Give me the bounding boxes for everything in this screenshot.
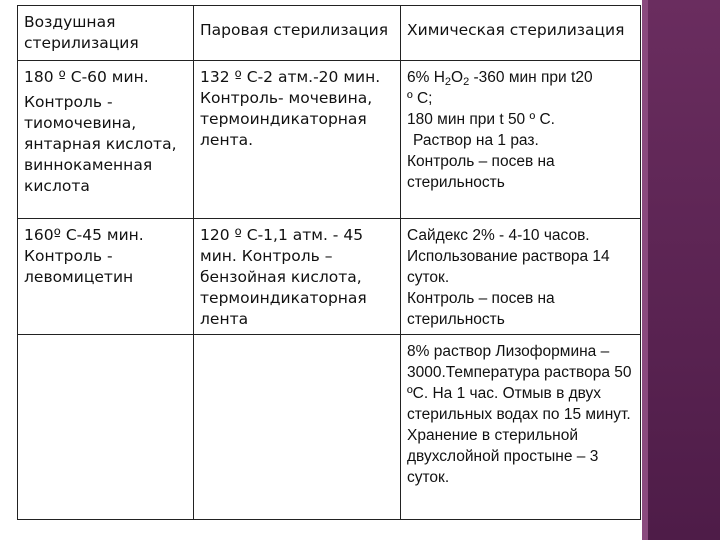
chem-single-use-line: Раствор на 1 раз.	[413, 132, 539, 149]
lysoformin-storage: Хранение в стерильной двухслойной простыне – 3 суток.	[407, 427, 599, 486]
chem-duration-line: 180 мин при t 50 º С.	[407, 111, 555, 128]
air-cell-1	[18, 61, 194, 219]
decorative-side-panel	[642, 0, 720, 540]
chem-cell-2	[401, 219, 641, 335]
sterilization-table	[17, 5, 641, 520]
sidex-text: Сайдекс 2% - 4-10 часов. Использование раствора 14 суток.	[407, 227, 610, 286]
air-control-1: Контроль - тиомочевина, янтарная кислота, виннокаменная кислота	[24, 93, 177, 195]
steam-cell-3	[194, 335, 401, 520]
lysoformin-text: 8% раствор Лизоформина –3000.Температура раствора 50 ºС. На 1 час. Отмыв в двух стерильных водах по 15 минут.	[407, 343, 632, 423]
header-steam: Паровая стерилизация	[194, 6, 401, 61]
sidex-control: Контроль – посев на стерильность	[407, 290, 555, 328]
table-header-row	[18, 6, 641, 61]
table-row	[18, 335, 641, 520]
steam-cell-2: 120 º С-1,1 атм. - 45 мин. Контроль – бензойная кислота, термоиндикаторная лента	[194, 219, 401, 335]
chem-control-line: Контроль – посев на стерильность	[407, 153, 555, 191]
air-control-2: Контроль - левомицетин	[24, 247, 134, 286]
air-temp-2: 160º С-45 мин.	[24, 226, 144, 244]
air-temp-1: 180 º С-60 мин.	[24, 68, 149, 86]
air-cell-2	[18, 219, 194, 335]
table-row	[18, 61, 641, 219]
chem-temp-line: º С;	[407, 90, 433, 107]
header-air: Воздушная стерилизация	[18, 6, 194, 61]
header-chemical: Химическая стерилизация	[401, 6, 641, 61]
chem-cell-1	[401, 61, 641, 219]
chem-h2o2-line: 6% $H_2O_2$ -360 мин при t20	[407, 69, 593, 88]
steam-cell-1: 132 º С-2 атм.-20 мин. Контроль- мочевина, термоиндикаторная лента.	[194, 61, 401, 219]
chem-cell-3	[401, 335, 641, 520]
table-row	[18, 219, 641, 335]
air-cell-3	[18, 335, 194, 520]
